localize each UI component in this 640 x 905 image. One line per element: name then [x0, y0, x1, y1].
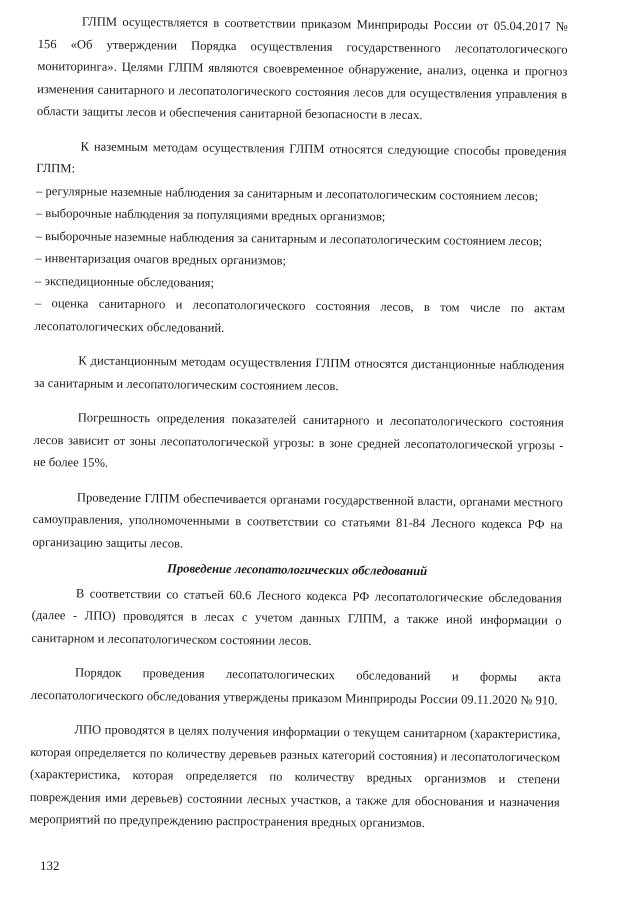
list-item: – регулярные наземные наблюдения за санитарным и лесопатологическим состоянием лесов; [36, 183, 539, 203]
paragraph-remote-methods: К дистанционным методам осуществления ГЛПМ относятся дистанционные наблюдения за санитарным и лесопатологическим состоянием лесов. [34, 353, 565, 393]
section-heading: Проведение лесопатологических обследований [167, 561, 428, 579]
paragraph-lpo-definition: В соответствии со статьей 60.6 Лесного кодекса РФ лесопатологические обследования (далее - ЛПО) проводятся в лесах с учетом данных ГЛПМ, а также иной информации о санитарном и лесопатологическом состоянии лесов. [31, 585, 562, 648]
list-item: – экспедиционные обследования; [35, 273, 215, 290]
paragraph-lpo-procedure: Порядок проведения лесопатологических обследований и формы акта лесопатологического обследования утверждены приказом Минприроды России 09.11.2020 № 910. [30, 665, 562, 707]
paragraph-responsibility: Проведение ГЛПМ обеспечивается органами государственной власти, органами местного самоуправления, уполномоченными в соответствии со статьями 81-84 Лесного кодекса РФ на организацию защиты лесов. [32, 489, 563, 551]
list-item: – оценка санитарного и лесопатологического состояния лесов, в том числе по актам лесопатологических обследований. [34, 295, 565, 335]
ground-methods-list [35, 179, 567, 342]
paragraph-ground-methods-intro: К наземным методам осуществления ГЛПМ относятся следующие способы проведения ГЛПМ: [36, 138, 567, 176]
list-item: – инвентаризация очагов вредных организмов; [35, 250, 287, 268]
paragraph-glpm-basis: ГЛПМ осуществляется в соответствии приказом Минприроды России от 05.04.2017 № 156 «Об утверждении Порядка осуществления государственного лесопатологического мониторинга». Целями ГЛПМ являются своевременное обнаружение, анализ, оценка и прогноз изменения санитарного и лесопатологического состояния лесов для осуществления управления в области защиты лесов и обеспечения санитарной безопасности в лесах. [36, 14, 568, 123]
paragraph-lpo-purpose: ЛПО проводятся в целях получения информации о текущем санитарном (характеристика, которая определяется по количеству деревьев разных категорий состояния) и лесопатологическом (характеристика, которая определяется по количеству вредных организмов и степени повреждения ими деревьев) состоянии лесных участков, а также для обоснования и назначения мероприятий по предупреждению распространения вредных организмов. [29, 722, 561, 831]
list-item: – выборочные наземные наблюдения за санитарным и лесопатологическим состоянием лесов; [35, 228, 543, 248]
document-body [29, 10, 568, 836]
paragraph-accuracy: Погрешность определения показателей санитарного и лесопатологического состояния лесов зависит от зоны лесопатологической угрозы: в зоне средней лесопатологической угрозы - не более 15%. [33, 410, 564, 470]
list-item: – выборочные наблюдения за популяциями вредных организмов; [35, 205, 386, 224]
page-number: 132 [40, 858, 60, 873]
